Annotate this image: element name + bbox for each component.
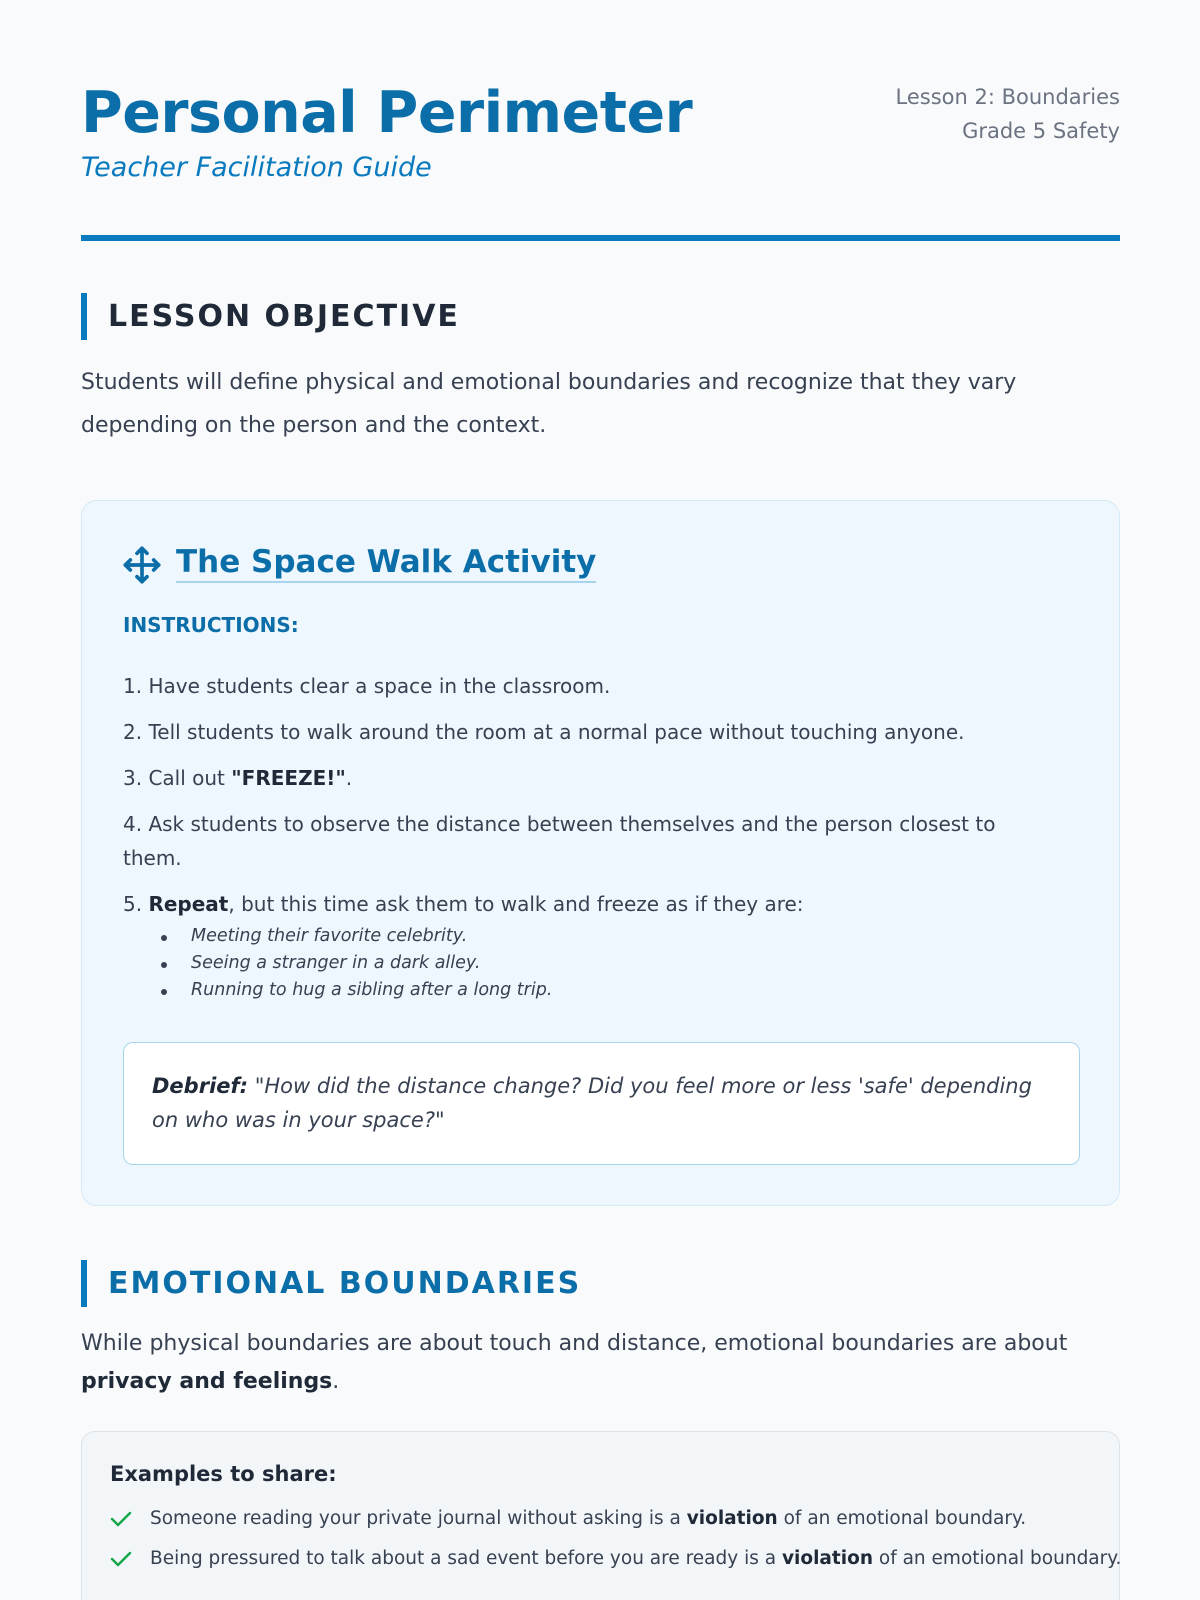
activity-title: The Space Walk Activity <box>176 543 596 583</box>
lesson-meta <box>896 80 1120 148</box>
check-icon <box>110 1510 132 1528</box>
check-icon <box>110 1550 132 1568</box>
instructions-label: INSTRUCTIONS: <box>123 613 299 637</box>
page-subtitle: Teacher Facilitation Guide <box>81 152 432 183</box>
lesson-number: Lesson 2: Boundaries <box>895 85 1120 109</box>
step-item: 1. Have students clear a space in the classroom. <box>123 674 611 698</box>
examples-list <box>110 1505 1121 1585</box>
scenario-item: Seeing a stranger in a dark alley. <box>153 950 1043 977</box>
examples-card <box>81 1431 1120 1600</box>
grade-label: Grade 5 Safety <box>962 119 1120 143</box>
activity-card <box>81 500 1120 1206</box>
scenario-item: Running to hug a sibling after a long trip. <box>153 977 1043 1004</box>
scenario-list <box>153 923 1043 1004</box>
step-item: 3. Call out "FREEZE!". <box>123 766 353 790</box>
page-title: Personal Perimeter <box>81 80 693 146</box>
step-item: 2. Tell students to walk around the room at a normal pace without touching anyone. <box>123 720 965 744</box>
examples-label: Examples to share: <box>110 1462 337 1486</box>
document-page <box>81 0 1122 1569</box>
emotional-heading: EMOTIONAL BOUNDARIES <box>81 1260 581 1307</box>
example-item: Someone reading your private journal without asking is a violation of an emotional boundary. <box>110 1505 1121 1533</box>
debrief-text: "How did the distance change? Did you feel more or less 'safe' depending on who was in your space?" <box>152 1074 1032 1132</box>
objective-text: Students will define physical and emotional boundaries and recognize that they vary depending on the person and the context. <box>81 370 1017 438</box>
document-header <box>81 0 1120 241</box>
instruction-steps <box>123 669 1043 1016</box>
emotional-text: While physical boundaries are about touch and distance, emotional boundaries are about privacy and feelings. <box>81 1331 1068 1394</box>
scenario-item: Meeting their favorite celebrity. <box>153 923 1043 950</box>
step-item: 4. Ask students to observe the distance between themselves and the person closest to them. <box>123 812 996 870</box>
debrief-label: Debrief: <box>152 1074 249 1098</box>
objective-heading: LESSON OBJECTIVE <box>81 293 460 340</box>
example-item: Being pressured to talk about a sad event before you are ready is a violation of an emotional boundary. <box>110 1545 1121 1573</box>
step-item: 5. Repeat, but this time ask them to walk and freeze as if they are: Meeting their favorite celebrity. Seeing a stranger in a dark alley. Running to hug a sibling after a long trip. <box>123 887 1043 1004</box>
move-arrows-icon <box>122 545 162 585</box>
debrief-box <box>123 1042 1080 1165</box>
